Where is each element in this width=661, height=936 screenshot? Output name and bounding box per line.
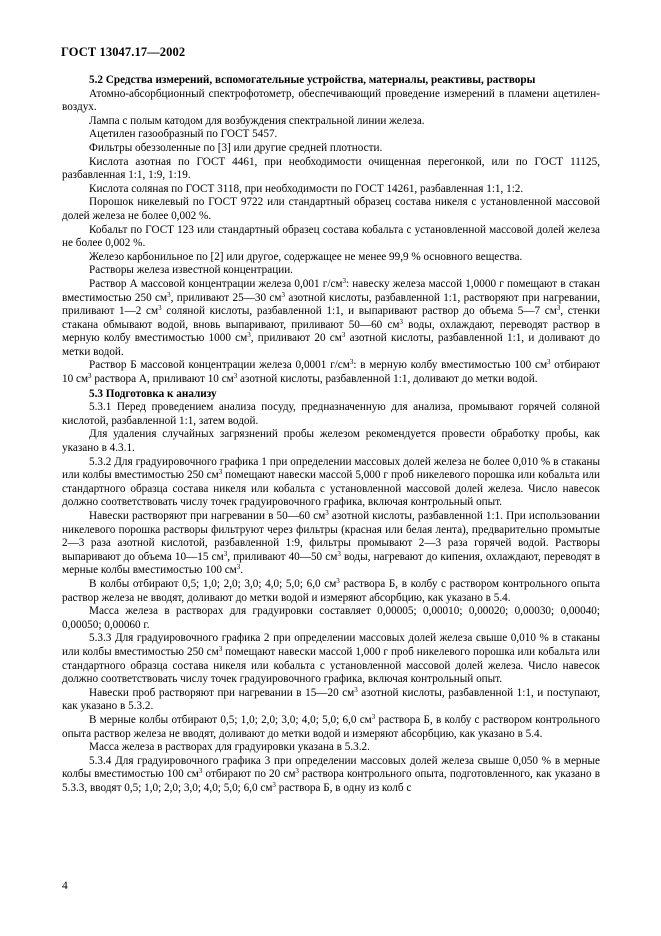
body-paragraph: 5.3.2 Для градуировочного графика 1 при определении массовых долей железа не более 0,010 % в стаканы или колбы вместимостью 250 $см^3$ помещают навески массой 5,000 г проб никелевого порошка или кобальта или стандартного образца состава никеля или кобальта с установленной массовой долей железа. Число навесок должно соответствовать числу точек градуировочного графика, включая контрольный опыт.: [62, 455, 600, 509]
body-paragraph: Навески проб растворяют при нагревании в 15—20 $см^3$ азотной кислоты, разбавленной 1:1, и поступают, как указано в 5.3.2.: [62, 685, 601, 713]
body-paragraph: Масса железа в растворах для градуировки составляет 0,00005; 0,00010; 0,00020; 0,00030; 0,00040; 0,00050; 0,00060 г.: [62, 605, 600, 631]
body-paragraph: Раствор Б массовой концентрации железа 0,0001 $г/см^3$: в мерную колбу вместимостью 100 $см^3$ отбирают 10 $см^3$ раствора А, приливают 10 $см^3$ азотной кислоты, разбавленной 1:1, доливают до метки водой.: [62, 358, 600, 386]
body-paragraph: Кислота азотная по ГОСТ 4461, при необходимости очищенная перегонкой, или по ГОСТ 11125, разбавленная 1:1, 1:9, 1:19.: [62, 155, 600, 182]
page-number: 4: [62, 880, 68, 892]
body-paragraph: Ацетилен газообразный по ГОСТ 5457.: [89, 128, 278, 141]
body-paragraph: Масса железа в растворах для градуировки указана в 5.3.2.: [89, 741, 370, 754]
body-paragraph: Для удаления случайных загрязнений пробы железом рекомендуется провести обработку пробы, как указано в 4.3.1.: [62, 428, 600, 455]
body-paragraph: Железо карбонильное по [2] или другое, содержащее не менее 99,9 % основного вещества.: [89, 250, 523, 263]
body-paragraph: Лампа с полым катодом для возбуждения спектральной линии железа.: [89, 114, 425, 127]
body-paragraph: Кобальт по ГОСТ 123 или стандартный образец состава кобальта с установленной массовой долей железа не более 0,002 %.: [62, 223, 600, 250]
body-paragraph: Фильтры обеззоленные по [3] или другие средней плотности.: [89, 141, 383, 154]
body-paragraph: Раствор А массовой концентрации железа 0,001 $г/см^3$: навеску железа массой 1,0000 г помещают в стакан вместимостью 250 $см^3$, приливают 25—30 $см^3$ азотной кислоты, разбавленной 1:1, растворяют при нагревании, приливают 1—2 $см^3$ соляной кислоты, разбавленной 1:1, и выпаривают раствор до объема 5—7 $см^3$, стенки стакана обмывают водой, вновь выпаривают, приливают 50—60 $см^3$ воды, охлаждают, переводят раствор в мерную колбу вместимостью 1000 $см^3$, приливают 20 $см^3$ азотной кислоты, разбавленной 1:1, и доливают до метки водой.: [62, 276, 601, 358]
body-paragraph: 5.3.4 Для градуировочного графика 3 при определении массовых долей железа свыше 0,050 % в мерные колбы вместимостью 100 $см^3$ отбирают по 20 $см^3$ раствора контрольного опыта, подготовленного, как указано в 5.3.3, вводят 0,5; 1,0; 2,0; 3,0; 4,0; 5,0; 6,0 $см^3$ раствора Б, в одну из колб с: [62, 754, 600, 794]
body-paragraph: 5.3.1 Перед проведением анализа посуду, предназначенную для анализа, промывают горячей соляной кислотой, разбавленной 1:1, затем водой.: [62, 401, 600, 427]
section-heading: 5.3 Подготовка к анализу: [89, 387, 217, 400]
body-paragraph: 5.3.3 Для градуировочного графика 2 при определении массовых долей железа свыше 0,010 % в стаканы или колбы вместимостью 250 $см^3$ помещают навески массой 1,000 г проб никелевого порошка или кобальта или стандартного образца состава никеля или кобальта с установленной массовой долей железа. Число навесок должно соответствовать числу точек градуировочного графика, включая контрольный опыт.: [62, 632, 600, 686]
body-paragraph: Атомно-абсорбционный спектрофотометр, обеспечивающий проведение измерений в пламени ацетилен-воздух.: [62, 87, 600, 114]
body-paragraph: Навески растворяют при нагревании в 50—60 $см^3$ азотной кислоты, разбавленной 1:1. При использовании никелевого порошка растворы фильтруют через фильтры (красная или белая лента), предварительно промытые 2—3 раза азотной кислотой, разбавленной 1:9, фильтры промывают 2—3 раза горячей водой. Растворы выпаривают до объема 10—15 $см^3$, приливают 40—50 $см^3$ воды, нагревают до кипения, охлаждают, переводят в мерные колбы вместимостью 100 $см^3$.: [62, 509, 600, 577]
body-paragraph: В колбы отбирают 0,5; 1,0; 2,0; 3,0; 4,0; 5,0; 6,0 $см^3$ раствора Б, в колбу с раствором контрольного опыта раствор железа не вводят, доливают до метки водой и измеряют абсорбцию, как указано в 5.4.: [62, 576, 600, 604]
body-paragraph: Порошок никелевый по ГОСТ 9722 или стандартный образец состава никеля с установленной массовой долей железа не более 0,002 %.: [62, 196, 600, 222]
document-body: [62, 74, 600, 795]
body-paragraph: Растворы железа известной концентрации.: [89, 264, 293, 277]
body-paragraph: Кислота соляная по ГОСТ 3118, при необходимости по ГОСТ 14261, разбавленная 1:1, 1:2.: [89, 182, 524, 195]
document-header: ГОСТ 13047.17—2002: [61, 45, 186, 59]
body-paragraph: В мерные колбы отбирают 0,5; 1,0; 2,0; 3,0; 4,0; 5,0; 6,0 $см^3$ раствора Б, в колбу с раствором контрольного опыта раствор железа не вводят, доливают до метки водой и измеряют абсорбцию, как указано в 5.4.: [62, 712, 600, 740]
section-heading: 5.2 Средства измерений, вспомогательные устройства, материалы, реактивы, растворы: [89, 74, 536, 86]
